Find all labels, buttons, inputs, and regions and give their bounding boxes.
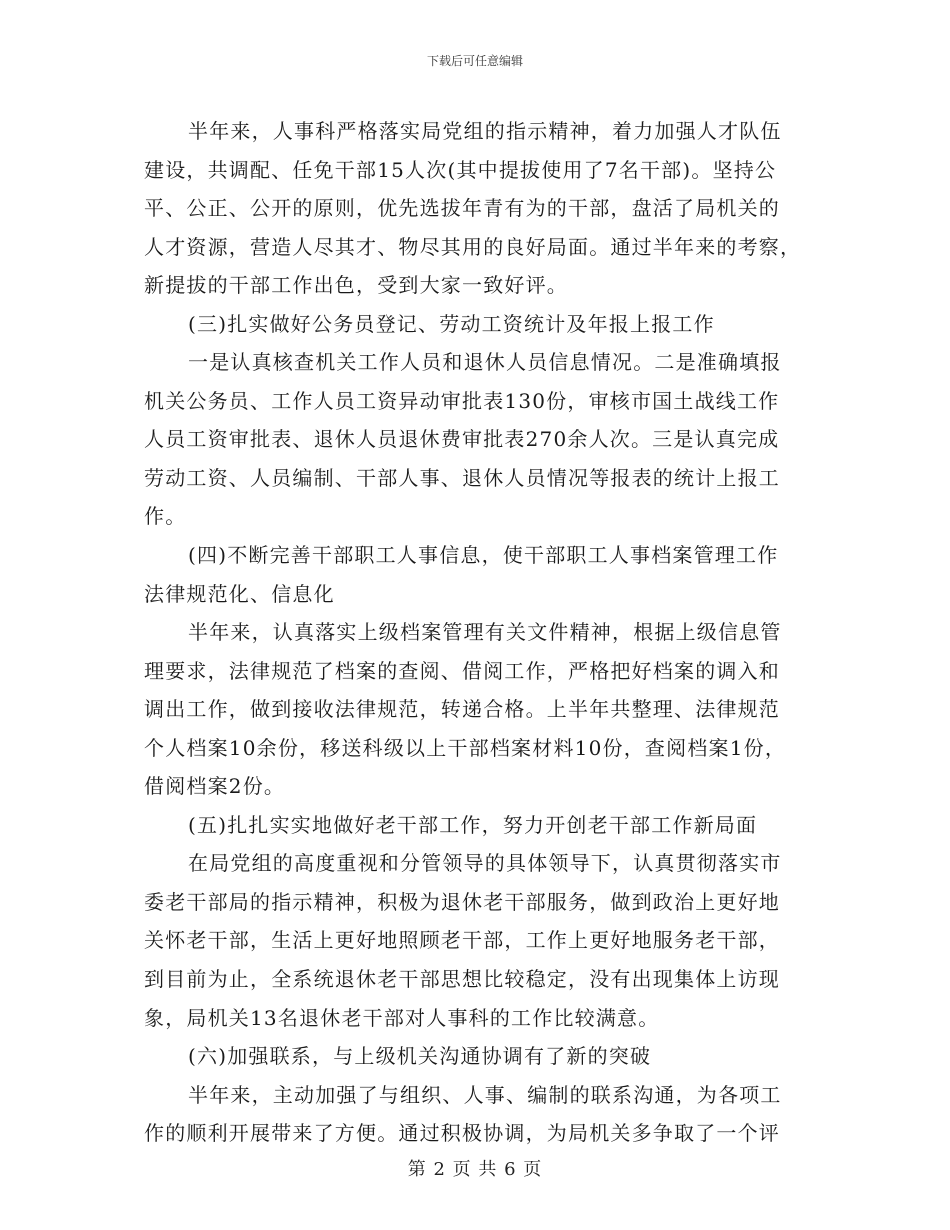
body-text-line: (三)扎实做好公务员登记、劳动工资统计及年报上报工作: [188, 311, 715, 336]
body-text-line: 调出工作，做到接收法律规范，转递合格。上半年共整理、法律规范: [144, 697, 780, 722]
body-text-line: 建设，共调配、任免干部15人次(其中提拔使用了7名干部)。坚持公: [144, 157, 777, 182]
body-text-line: 法律规范化、信息化: [144, 581, 335, 606]
body-text-line: (六)加强联系，与上级机关沟通协调有了新的突破: [188, 1044, 652, 1069]
body-text-line: 作。: [144, 504, 187, 529]
body-text-line: 机关公务员、工作人员工资异动审批表130份，审核市国土战线工作: [144, 388, 780, 413]
body-text-line: 到目前为止，全系统退休老干部思想比较稳定，没有出现集体上访现: [144, 967, 780, 992]
body-text-line: 借阅档案2份。: [144, 774, 286, 799]
body-text-line: 个人档案10余份，移送科级以上干部档案材料10份，查阅档案1份，: [144, 735, 787, 760]
body-text-line: 理要求，法律规范了档案的查阅、借阅工作，严格把好档案的调入和: [144, 658, 780, 683]
document-body: [144, 112, 804, 1153]
body-text-line: (四)不断完善干部职工人事信息，使干部职工人事档案管理工作: [188, 543, 779, 568]
body-text-line: 委老干部局的指示精神，积极为退休老干部服务，做到政治上更好地: [144, 889, 780, 914]
body-text-line: 一是认真核查机关工作人员和退休人员信息情况。二是准确填报: [188, 350, 782, 375]
body-text-line: 平、公正、公开的原则，优先选拔年青有为的干部，盘活了局机关的: [144, 196, 780, 221]
body-text-line: 半年来，主动加强了与组织、人事、编制的联系沟通，为各项工: [188, 1082, 782, 1107]
body-text-line: 作的顺利开展带来了方便。通过积极协调，为局机关多争取了一个评: [144, 1121, 780, 1146]
body-text-line: 人员工资审批表、退休人员退休费审批表270余人次。三是认真完成: [144, 427, 780, 452]
body-text-line: (五)扎扎实实地做好老干部工作，努力开创老干部工作新局面: [188, 812, 758, 837]
body-text-line: 人才资源，营造人尽其才、物尽其用的良好局面。通过半年来的考察，: [144, 234, 802, 259]
body-text-line: 劳动工资、人员编制、干部人事、退休人员情况等报表的统计上报工: [144, 465, 780, 490]
page-number-footer: 第 2 页 共 6 页: [407, 1159, 543, 1180]
body-text-line: 在局党组的高度重视和分管领导的具体领导下，认真贯彻落实市: [188, 851, 782, 876]
body-text-line: 半年来，人事科严格落实局党组的指示精神，着力加强人才队伍: [188, 119, 782, 143]
body-text-line: 关怀老干部，生活上更好地照顾老干部，工作上更好地服务老干部，: [144, 928, 780, 953]
body-text-line: 半年来，认真落实上级档案管理有关文件精神，根据上级信息管: [188, 620, 782, 645]
page-header: 下载后可任意编辑: [426, 54, 523, 68]
body-text-line: 新提拔的干部工作出色，受到大家一致好评。: [144, 273, 568, 298]
body-text-line: 象，局机关13名退休老干部对人事科的工作比较满意。: [144, 1005, 660, 1030]
